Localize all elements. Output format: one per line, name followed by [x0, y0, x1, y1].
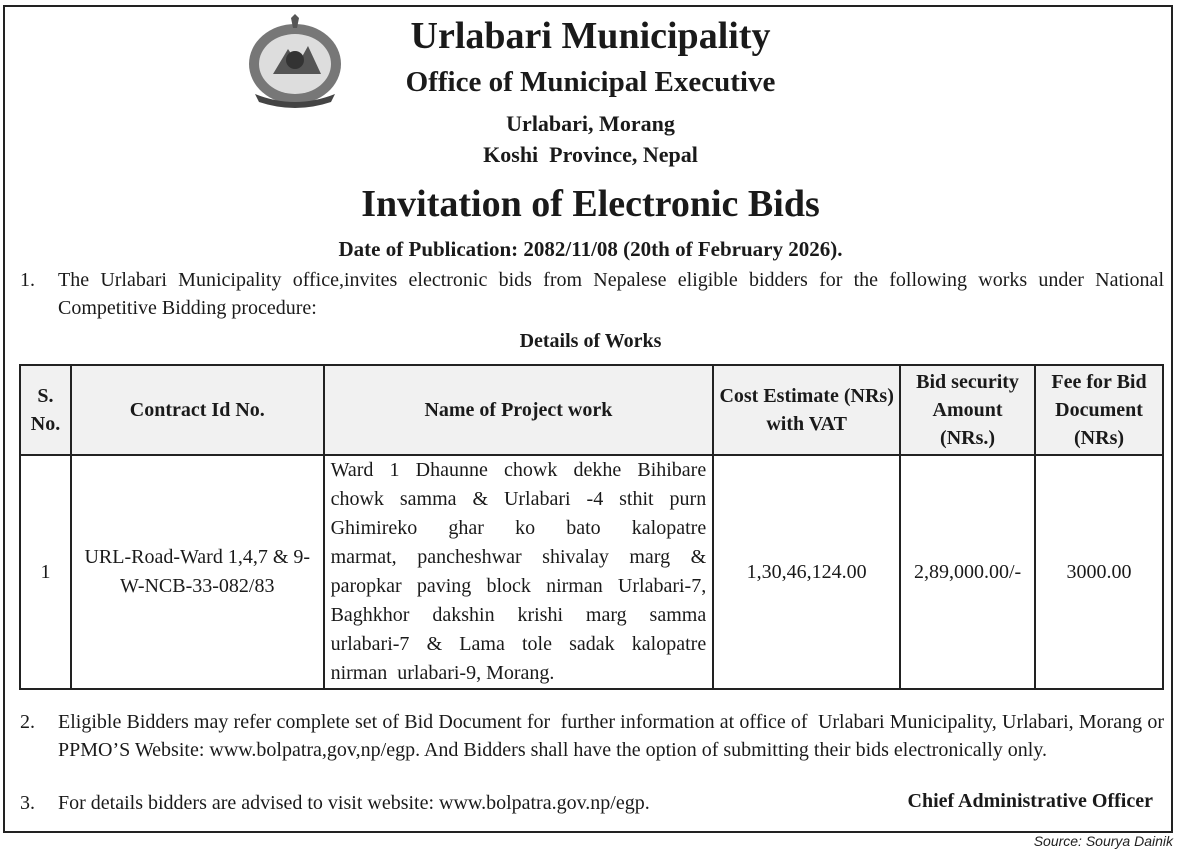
cell-bid-security: 2,89,000.00/-	[900, 455, 1035, 689]
paragraph-2	[20, 708, 1169, 764]
project-line: nirman urlabari-9, Morang.	[330, 662, 555, 684]
project-line: urlabari-7 & Lama tole sadak kalopatre	[330, 633, 707, 655]
paragraph-text: For details bidders are advised to visit website: www.bolpatra.gov.np/egp.	[58, 792, 650, 814]
works-table	[19, 364, 1164, 690]
table-caption: Details of Works	[519, 330, 662, 352]
paragraph-text: Eligible Bidders may refer complete set of Bid Document for further information at office of Urlabari Municipality, Urlabari, Morang or PPMO’S Website: www.bolpatra,gov,np/egp. And Bidders shall have the option of submitting their bids electronically only.	[58, 711, 1169, 761]
header-contract-id: Contract Id No.	[71, 365, 324, 455]
header-bid-fee: Fee for Bid Document (NRs)	[1035, 365, 1163, 455]
paragraph-number: 1.	[20, 269, 35, 291]
notice-title: Invitation of Electronic Bids	[361, 183, 820, 225]
municipality-title: Urlabari Municipality	[410, 15, 771, 57]
project-line: chowk samma & Urlabari -4 sthit purn	[330, 488, 707, 510]
signatory: Chief Administrative Officer	[907, 790, 1153, 812]
source-credit: Source: Sourya Dainik	[1033, 833, 1173, 849]
paragraph-1	[20, 266, 1164, 322]
table-header-row	[20, 365, 1163, 455]
header-sn: S. No.	[20, 365, 71, 455]
address-line-1: Urlabari, Morang	[506, 111, 675, 136]
paragraph-number: 2.	[20, 711, 35, 733]
header-bid-security: Bid security Amount (NRs.)	[900, 365, 1035, 455]
cell-project-name	[324, 455, 714, 689]
office-title: Office of Municipal Executive	[405, 66, 776, 98]
project-line: Ghimireko ghar ko bato kalopatre	[330, 517, 707, 539]
cell-bid-fee: 3000.00	[1035, 455, 1163, 689]
project-line: paropkar paving block nirman Urlabari-7,	[330, 575, 707, 597]
paragraph-text: The Urlabari Municipality office,invites electronic bids from Nepalese eligible bidders for the following works under National Competitive Bidding procedure:	[58, 269, 1164, 319]
cell-contract-id: URL-Road-Ward 1,4,7 & 9-W-NCB-33-082/83	[71, 455, 324, 689]
cell-sn: 1	[20, 455, 71, 689]
publication-date: Date of Publication: 2082/11/08 (20th of February 2026).	[338, 237, 843, 261]
cell-cost-estimate: 1,30,46,124.00	[713, 455, 900, 689]
project-line: marmat, pancheshwar shivalay marg &	[330, 546, 707, 568]
header-cost-estimate: Cost Estimate (NRs) with VAT	[713, 365, 900, 455]
project-line: Ward 1 Dhaunne chowk dekhe Bihibare	[330, 459, 707, 481]
header-project-name: Name of Project work	[324, 365, 714, 455]
project-line: Baghkhor dakshin krishi marg samma	[330, 604, 707, 626]
table-row	[20, 455, 1163, 689]
address-line-2: Koshi Province, Nepal	[483, 142, 698, 167]
paragraph-number: 3.	[20, 792, 35, 814]
